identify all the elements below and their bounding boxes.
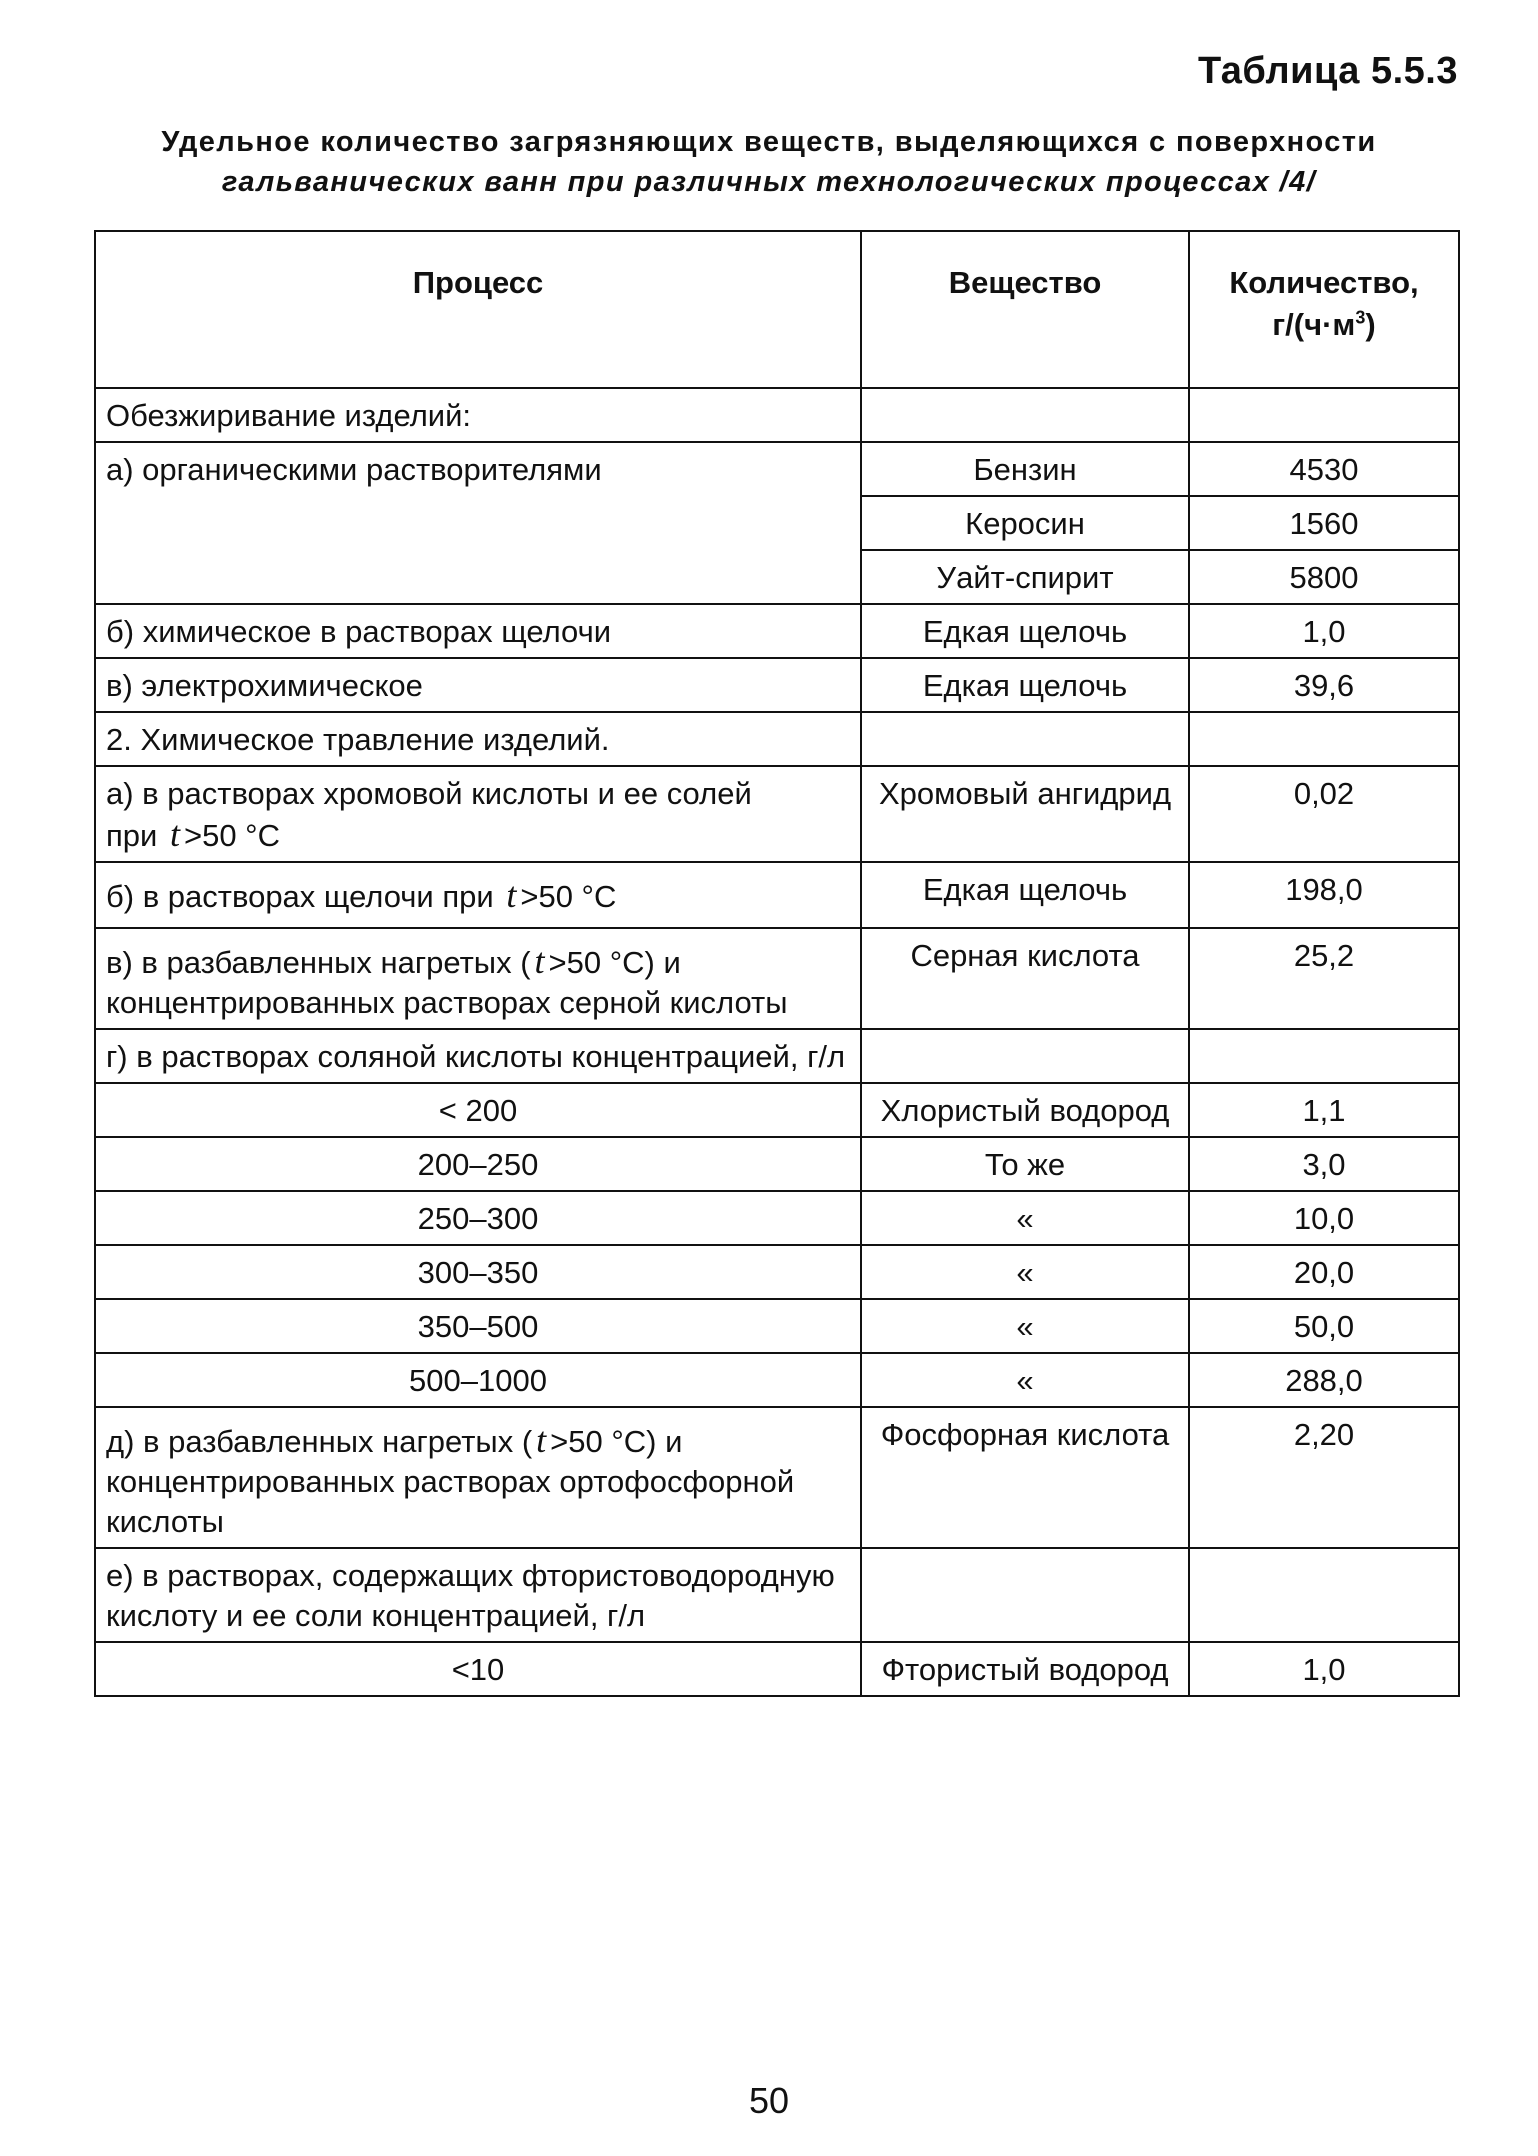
temperature-symbol: t — [506, 875, 517, 915]
substance-cell: Уайт-спирит — [861, 550, 1189, 604]
amount-cell — [1189, 1029, 1459, 1083]
amount-cell: 288,0 — [1189, 1353, 1459, 1407]
table-row — [95, 1029, 1459, 1083]
amount-unit-sup: 3 — [1355, 307, 1366, 328]
substance-cell: Едкая щелочь — [861, 862, 1189, 928]
table-row — [95, 1191, 1459, 1245]
table-row — [95, 1353, 1459, 1407]
process-cell: 500–1000 — [95, 1353, 861, 1407]
process-text: >50 °С) и концентрированных растворах ортофосфорной кислоты — [106, 1424, 795, 1539]
substance-cell: То же — [861, 1137, 1189, 1191]
process-text: д) в разбавленных нагретых ( — [106, 1424, 533, 1459]
substance-cell: Серная кислота — [861, 928, 1189, 1029]
table-row — [95, 928, 1459, 1029]
amount-cell: 3,0 — [1189, 1137, 1459, 1191]
temperature-symbol: t — [536, 1420, 547, 1460]
process-cell — [95, 766, 861, 862]
process-cell — [95, 928, 861, 1029]
table-row — [95, 1548, 1459, 1642]
process-text: >50 °С) и концентрированных растворах серной кислоты — [106, 945, 788, 1020]
amount-cell: 198,0 — [1189, 862, 1459, 928]
process-cell: 2. Химическое травление изделий. — [95, 712, 861, 766]
process-cell: 300–350 — [95, 1245, 861, 1299]
process-cell: <10 — [95, 1642, 861, 1696]
table-row — [95, 1407, 1459, 1548]
process-cell: а) органическими растворителями — [95, 442, 861, 604]
table-row — [95, 766, 1459, 862]
column-header-amount — [1189, 231, 1459, 388]
temperature-symbol: t — [534, 941, 545, 981]
process-cell: 200–250 — [95, 1137, 861, 1191]
process-cell: < 200 — [95, 1083, 861, 1137]
process-cell: б) химическое в растворах щелочи — [95, 604, 861, 658]
table-row — [95, 1245, 1459, 1299]
page-number: 50 — [748, 2080, 790, 2121]
substance-cell: « — [861, 1299, 1189, 1353]
process-text: а) в растворах хромовой кислоты и ее солей — [106, 776, 752, 811]
amount-cell: 1,1 — [1189, 1083, 1459, 1137]
amount-cell: 1,0 — [1189, 604, 1459, 658]
amount-cell: 4530 — [1189, 442, 1459, 496]
amount-cell: 1,0 — [1189, 1642, 1459, 1696]
column-header-substance: Вещество — [861, 231, 1189, 388]
column-header-process: Процесс — [95, 231, 861, 388]
table-row — [95, 1299, 1459, 1353]
process-text: в) в разбавленных нагретых ( — [106, 945, 531, 980]
amount-cell: 39,6 — [1189, 658, 1459, 712]
table-row — [95, 658, 1459, 712]
process-text: >50 °С — [183, 818, 280, 853]
substance-cell: « — [861, 1353, 1189, 1407]
process-text: >50 °С — [520, 879, 617, 914]
amount-cell — [1189, 712, 1459, 766]
process-cell: в) электрохимическое — [95, 658, 861, 712]
table-row — [95, 712, 1459, 766]
table-row — [95, 862, 1459, 928]
substance-cell: Едкая щелочь — [861, 658, 1189, 712]
amount-header-label: Количество, — [1229, 265, 1419, 300]
process-cell: 250–300 — [95, 1191, 861, 1245]
substance-cell: Керосин — [861, 496, 1189, 550]
substance-cell: Хлористый водород — [861, 1083, 1189, 1137]
table-number: Таблица 5.5.3 — [1198, 50, 1458, 92]
substance-cell: Бензин — [861, 442, 1189, 496]
amount-cell: 50,0 — [1189, 1299, 1459, 1353]
table-caption — [60, 122, 1478, 202]
substance-cell: Хромовый ангидрид — [861, 766, 1189, 862]
substance-cell: Фтористый водород — [861, 1642, 1189, 1696]
caption-line-1: Удельное количество загрязняющих веществ, выделяющихся с поверхности — [161, 126, 1377, 158]
table-row — [95, 604, 1459, 658]
table-row — [95, 1083, 1459, 1137]
substance-cell — [861, 712, 1189, 766]
process-cell: 350–500 — [95, 1299, 861, 1353]
amount-cell: 2,20 — [1189, 1407, 1459, 1548]
substance-cell: « — [861, 1191, 1189, 1245]
process-cell — [95, 1407, 861, 1548]
process-cell: е) в растворах, содержащих фтористоводородную кислоту и ее соли концентрацией, г/л — [95, 1548, 861, 1642]
temperature-symbol: t — [169, 814, 180, 854]
substance-cell: Фосфорная кислота — [861, 1407, 1189, 1548]
caption-line-2: гальванических ванн при различных технологических процессах /4/ — [221, 166, 1317, 198]
table-row — [95, 388, 1459, 442]
amount-cell: 5800 — [1189, 550, 1459, 604]
amount-cell: 1560 — [1189, 496, 1459, 550]
substance-cell: « — [861, 1245, 1189, 1299]
process-text: б) в растворах щелочи при — [106, 879, 494, 914]
pollutant-table — [94, 230, 1460, 1697]
table-row — [95, 1137, 1459, 1191]
process-cell: Обезжиривание изделий: — [95, 388, 861, 442]
amount-unit-suffix: ) — [1365, 307, 1376, 342]
amount-cell: 10,0 — [1189, 1191, 1459, 1245]
amount-cell: 20,0 — [1189, 1245, 1459, 1299]
table-header-row — [95, 231, 1459, 388]
process-cell — [95, 862, 861, 928]
process-cell: г) в растворах соляной кислоты концентрацией, г/л — [95, 1029, 861, 1083]
amount-cell — [1189, 1548, 1459, 1642]
table-row — [95, 442, 1459, 496]
amount-cell: 0,02 — [1189, 766, 1459, 862]
substance-cell — [861, 1029, 1189, 1083]
amount-cell — [1189, 388, 1459, 442]
amount-unit-prefix: г/(ч·м — [1272, 307, 1356, 342]
amount-header-unit — [1272, 307, 1375, 342]
table-row — [95, 1642, 1459, 1696]
amount-cell: 25,2 — [1189, 928, 1459, 1029]
process-text: при — [106, 818, 158, 853]
substance-cell — [861, 388, 1189, 442]
substance-cell — [861, 1548, 1189, 1642]
substance-cell: Едкая щелочь — [861, 604, 1189, 658]
